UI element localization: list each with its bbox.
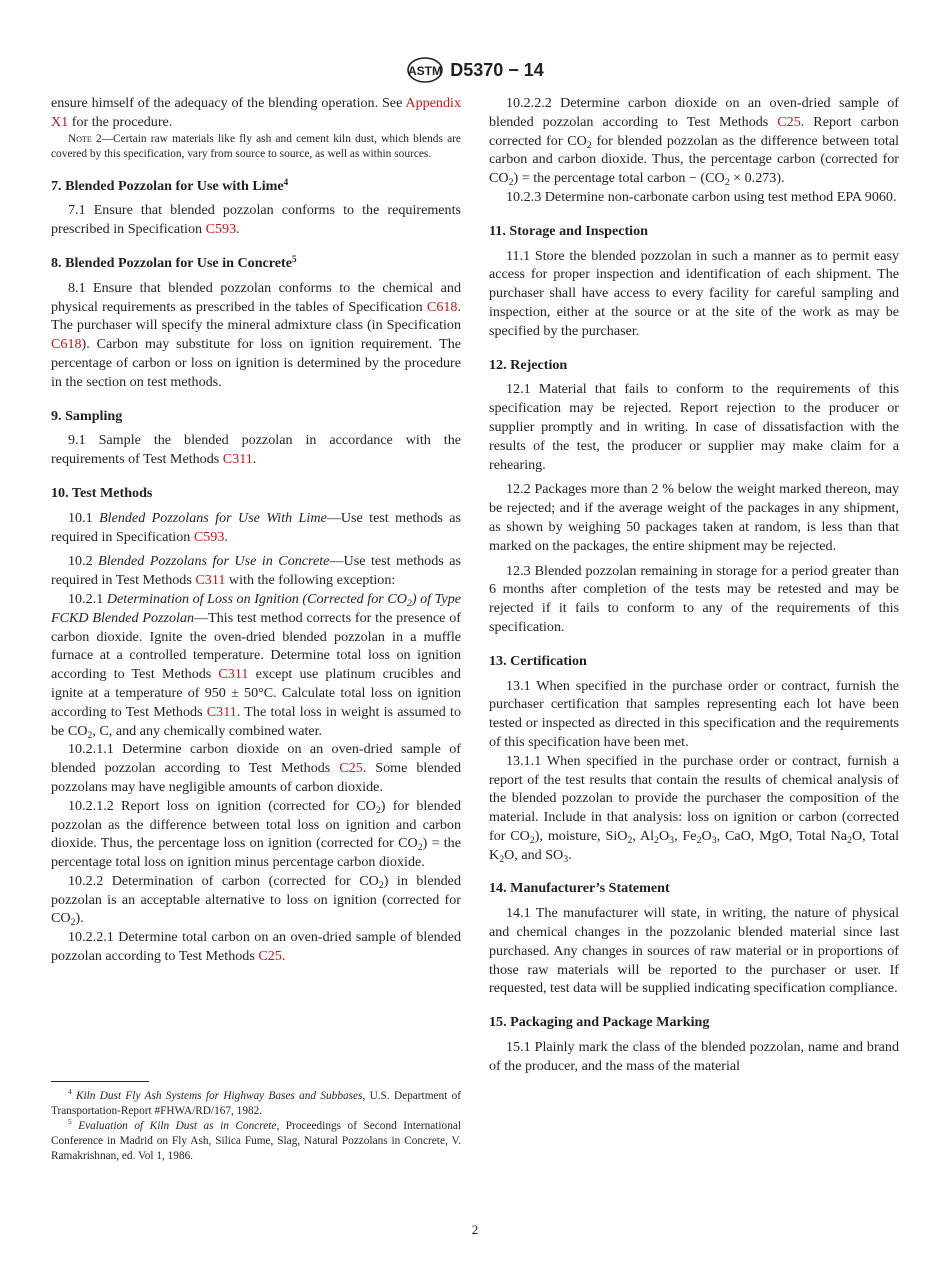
reference-link[interactable]: C593 xyxy=(205,221,237,238)
text-run: . xyxy=(224,528,228,545)
text-run: ) = the percentage total loss on ignition minus percentage carbon dioxide. xyxy=(51,835,461,871)
section-heading xyxy=(489,652,899,671)
paragraph xyxy=(51,509,461,547)
reference-link[interactable]: C618 xyxy=(51,336,82,353)
subscript: 2 xyxy=(724,177,730,189)
left-column xyxy=(51,94,461,966)
note-paragraph xyxy=(51,132,461,162)
svg-text:ASTM: ASTM xyxy=(408,64,443,78)
section-heading xyxy=(51,407,461,426)
right-column xyxy=(489,94,899,1076)
text-run: O, and SO xyxy=(504,846,564,863)
page-header xyxy=(0,56,950,84)
paragraph xyxy=(51,431,461,469)
text-run: for the procedure. xyxy=(68,113,173,130)
text-run: 7.1 Ensure that blended pozzolan conforms to the requirements prescribed in Specification xyxy=(51,202,461,238)
text-run: 10.2.2.1 Determine total carbon on an oven-dried sample of blended pozzolan according to Test Methods xyxy=(51,929,461,965)
text-run: 10.2.1 xyxy=(68,590,107,607)
paragraph xyxy=(489,188,899,207)
subscript: 2 xyxy=(586,139,592,151)
subscript: 2 xyxy=(696,834,702,846)
footnote xyxy=(51,1089,461,1119)
text-run: 7. Blended Pozzolan for Use with Lime xyxy=(51,177,284,194)
text-run: —Use test methods as required in Test Methods xyxy=(51,553,461,589)
text-run: , Al xyxy=(632,827,655,844)
text-run: 9.1 Sample the blended pozzolan in accordance with the requirements of Test Methods xyxy=(51,432,461,468)
paragraph xyxy=(489,94,899,188)
text-run: . xyxy=(236,221,240,238)
paragraph xyxy=(51,279,461,392)
page-number: 2 xyxy=(471,1222,479,1237)
text-run: . xyxy=(252,451,257,468)
paragraph xyxy=(489,1038,899,1076)
paragraph xyxy=(489,677,899,752)
text-run: 10.2.1.2 Report loss on ignition (corrected for CO xyxy=(68,797,376,814)
italic-text: Determination of Loss on Ignition (Corrected for CO xyxy=(106,590,407,607)
text-run: 11.1 Store the blended pozzolan in such a manner as to permit easy access for proper inspection and identification of each shipment. The purchaser shall have access to every facility for careful sampling and inspection, either at the source or at the site of the work as may be specified by the purchaser. xyxy=(489,247,899,339)
paragraph xyxy=(489,752,899,865)
note-label: Note xyxy=(68,132,92,145)
text-run: 10.2.3 Determine non-carbonate carbon using test method EPA 9060. xyxy=(506,188,897,205)
section-heading xyxy=(51,177,461,196)
text-run: ) in blended pozzolan is an acceptable alternative to loss on ignition (corrected for CO xyxy=(51,872,461,927)
text-run: 10. Test Methods xyxy=(51,484,153,501)
subscript: 2 xyxy=(654,834,659,846)
text-run: 14. Manufacturer’s Statement xyxy=(489,880,670,897)
subscript: 3 xyxy=(711,834,717,846)
footnote-marker: 5 xyxy=(68,1117,72,1126)
text-run: , Fe xyxy=(674,827,697,844)
paragraph xyxy=(489,562,899,637)
text-run: ). Carbon may substitute for loss on ignition requirement. The percentage of carbon or loss on ignition is determined by the procedure in the section on test methods. xyxy=(51,336,461,390)
text-run: for blended pozzolan as the difference between total carbon and carbon dioxide. Thus, the percentage carbon (corrected for CO xyxy=(489,132,899,187)
italic-text: ) of Type FCKD Blended Pozzolan xyxy=(51,590,461,626)
text-run: 11. Storage and Inspection xyxy=(489,222,648,239)
section-heading xyxy=(489,356,899,375)
reference-link[interactable]: C25 xyxy=(339,760,363,777)
text-run: 10.2.2.2 Determine carbon dioxide on an oven-dried sample of blended pozzolan according to Test Methods xyxy=(489,95,899,130)
text-run: . The purchaser will specify the mineral admixture class (in Specification xyxy=(51,298,461,334)
text-run: , U.S. Department of Transportation-Report #FHWA/RD/167, 1982. xyxy=(51,1090,462,1117)
subscript: 2 xyxy=(378,879,384,891)
footnotes xyxy=(51,1089,461,1164)
reference-link[interactable]: C25 xyxy=(777,113,801,130)
paragraph xyxy=(51,872,461,928)
paragraph xyxy=(51,740,461,796)
footnote-marker: 4 xyxy=(68,1087,72,1096)
text-run: 8. Blended Pozzolan for Use in Concrete xyxy=(51,254,293,271)
paragraph xyxy=(489,904,899,998)
text-run: 14.1 The manufacturer will state, in writing, the nature of physical and chemical changes in the pozzolanic blended material since last purchased. Any changes in sources of raw material or in proportions of those raw materials will be reported to the purchaser or user. If requested, test data will be supplied indicating specification compliance. xyxy=(489,905,899,997)
text-run: except use platinum crucibles and ignite at a temperature of 950 ± 50°C. Calculate total loss on ignition according to Test Methods xyxy=(51,666,461,720)
reference-link[interactable]: C593 xyxy=(193,528,225,545)
text-run: 10.2.2 Determination of carbon (corrected for CO xyxy=(68,872,379,889)
reference-link[interactable]: C311 xyxy=(195,572,226,589)
reference-link[interactable]: C311 xyxy=(206,703,237,720)
paragraph xyxy=(489,247,899,341)
paragraph xyxy=(51,201,461,239)
text-run: 2—Certain raw materials like fly ash and cement kiln dust, which blends are covered by this specification, vary from source to source, as well as within sources. xyxy=(51,132,461,160)
text-run: 12.3 Blended pozzolan remaining in storage for a period greater than 6 months after completion of the tests may be retested and may be rejected if it fails to conform to any of the requirements of this specification. xyxy=(489,562,899,635)
reference-link[interactable]: C618 xyxy=(426,298,458,315)
astm-logo-icon xyxy=(406,56,444,84)
paragraph xyxy=(489,380,899,474)
paragraph xyxy=(51,94,461,132)
text-run: 12.2 Packages more than 2 % below the weight marked thereon, may be rejected; and if the average weight of the packages in any shipment, as shown by weighing 50 packages taken at random, is less than that marked on the packages, the entire shipment may be rejected. xyxy=(489,481,899,554)
reference-link[interactable]: C25 xyxy=(258,948,282,965)
text-run: 13.1.1 When specified in the purchase order or contract, furnish a report of the test results that contain the results of chemical analysis of the blended pozzolan to provide the purchaser the composition of the material. Include in that analysis: loss on ignition or carbon (corrected for CO xyxy=(489,752,899,844)
subscript: 2 xyxy=(499,853,505,865)
text-run: 15.1 Plainly mark the class of the blended pozzolan, name and brand of the producer, and the mass of the material xyxy=(489,1039,899,1074)
text-run: —This test method corrects for the presence of carbon dioxide. Ignite the oven-dried blended pozzolan in a muffle furnace at a controlled temperature. Determine total loss on ignition according to Test Methods xyxy=(51,609,461,683)
text-run: . xyxy=(568,846,572,863)
subscript: 2 xyxy=(627,834,633,846)
text-run: × 0.273). xyxy=(729,170,785,187)
text-run: 13.1 When specified in the purchase order or contract, furnish the purchaser certification that samples representing each lot have been tested or inspected as directed in this specification and the requirements of this specification have been met. xyxy=(489,677,899,750)
text-run: 12. Rejection xyxy=(489,356,568,373)
text-run: ) for blended pozzolan as the difference between total loss on ignition and carbon dioxide. Thus, the percentage loss on ignition (corrected for CO xyxy=(51,797,461,852)
text-run: 10.2 xyxy=(68,553,99,570)
text-run: , CaO, MgO, Total Na xyxy=(716,827,848,844)
reference-link[interactable]: C311 xyxy=(222,451,253,468)
section-heading xyxy=(489,1013,899,1032)
text-run: —Use test methods as required in Specification xyxy=(51,509,462,545)
reference-link[interactable]: Appendix X1 xyxy=(51,95,461,130)
text-run: O xyxy=(701,827,712,844)
section-heading xyxy=(489,879,899,898)
section-heading xyxy=(489,222,899,241)
section-heading xyxy=(51,484,461,503)
italic-text: Kiln Dust Fly Ash Systems for Highway Bases and Subbases xyxy=(75,1090,363,1102)
text-run: 8.1 Ensure that blended pozzolan conforms to the chemical and physical requirements as prescribed in the tables of Specification xyxy=(51,279,461,315)
text-run: 10.1 xyxy=(68,509,100,526)
text-run: , Proceedings of Second International Conference in Madrid on Fly Ash, Silica Fume, Slag, Natural Pozzolans in Concrete, V. Ramakrishnan, ed. Vol 1, 1986. xyxy=(51,1120,462,1162)
footnote-marker: 4 xyxy=(283,176,289,187)
text-run: . Report carbon corrected for CO xyxy=(489,113,899,149)
text-run: ). xyxy=(75,910,84,927)
subscript: 2 xyxy=(87,729,93,741)
subscript: 2 xyxy=(847,834,852,846)
subscript: 2 xyxy=(417,842,423,854)
subscript: 2 xyxy=(508,177,514,189)
text-run: O, Total K xyxy=(489,827,899,863)
italic-text: Evaluation of Kiln Dust as in Concrete xyxy=(78,1120,277,1132)
paragraph xyxy=(51,797,461,872)
reference-link[interactable]: C311 xyxy=(218,666,249,683)
text-run: , C, and any chemically combined water. xyxy=(92,722,323,739)
subscript: 2 xyxy=(375,804,381,816)
text-run: O xyxy=(658,827,670,844)
document-id: D5370 − 14 xyxy=(450,59,544,80)
text-run: ensure himself of the adequacy of the blending operation. See xyxy=(51,95,406,111)
subscript: 3 xyxy=(563,853,569,865)
italic-text: Blended Pozzolans for Use With Lime xyxy=(99,509,327,526)
text-run: ), moisture, SiO xyxy=(534,827,628,844)
section-heading xyxy=(51,254,461,273)
text-run: . xyxy=(281,948,286,965)
subscript: 2 xyxy=(406,597,412,609)
paragraph xyxy=(51,552,461,590)
footnote-marker: 5 xyxy=(292,253,297,264)
text-run: with the following exception: xyxy=(225,572,396,589)
italic-text: Blended Pozzolans for Use in Concrete xyxy=(98,553,330,570)
text-run: 9. Sampling xyxy=(51,407,123,424)
text-run: . Some blended pozzolans may have negligible amounts of carbon dioxide. xyxy=(51,760,461,795)
subscript: 3 xyxy=(669,834,675,846)
footnote xyxy=(51,1119,461,1164)
subscript: 2 xyxy=(529,834,535,846)
paragraph xyxy=(489,480,899,555)
footnote-divider xyxy=(51,1081,149,1082)
text-run: ) = the percentage total carbon − (CO xyxy=(513,170,725,187)
text-run: 12.1 Material that fails to conform to the requirements of this specification may be rejected. Report rejection to the producer or supplier promptly and in writing. In case of dissatisfaction with the results of the test, the producer or supplier may make claim for a rehearing. xyxy=(489,381,899,473)
text-run: 15. Packaging and Package Marking xyxy=(489,1014,710,1031)
text-run: 10.2.1.1 Determine carbon dioxide on an oven-dried sample of blended pozzolan according to Test Methods xyxy=(51,741,461,777)
paragraph xyxy=(51,590,461,740)
text-run: . The total loss in weight is assumed to be CO xyxy=(51,703,461,739)
paragraph xyxy=(51,928,461,966)
subscript: 2 xyxy=(70,917,76,929)
text-run: 13. Certification xyxy=(489,652,587,669)
